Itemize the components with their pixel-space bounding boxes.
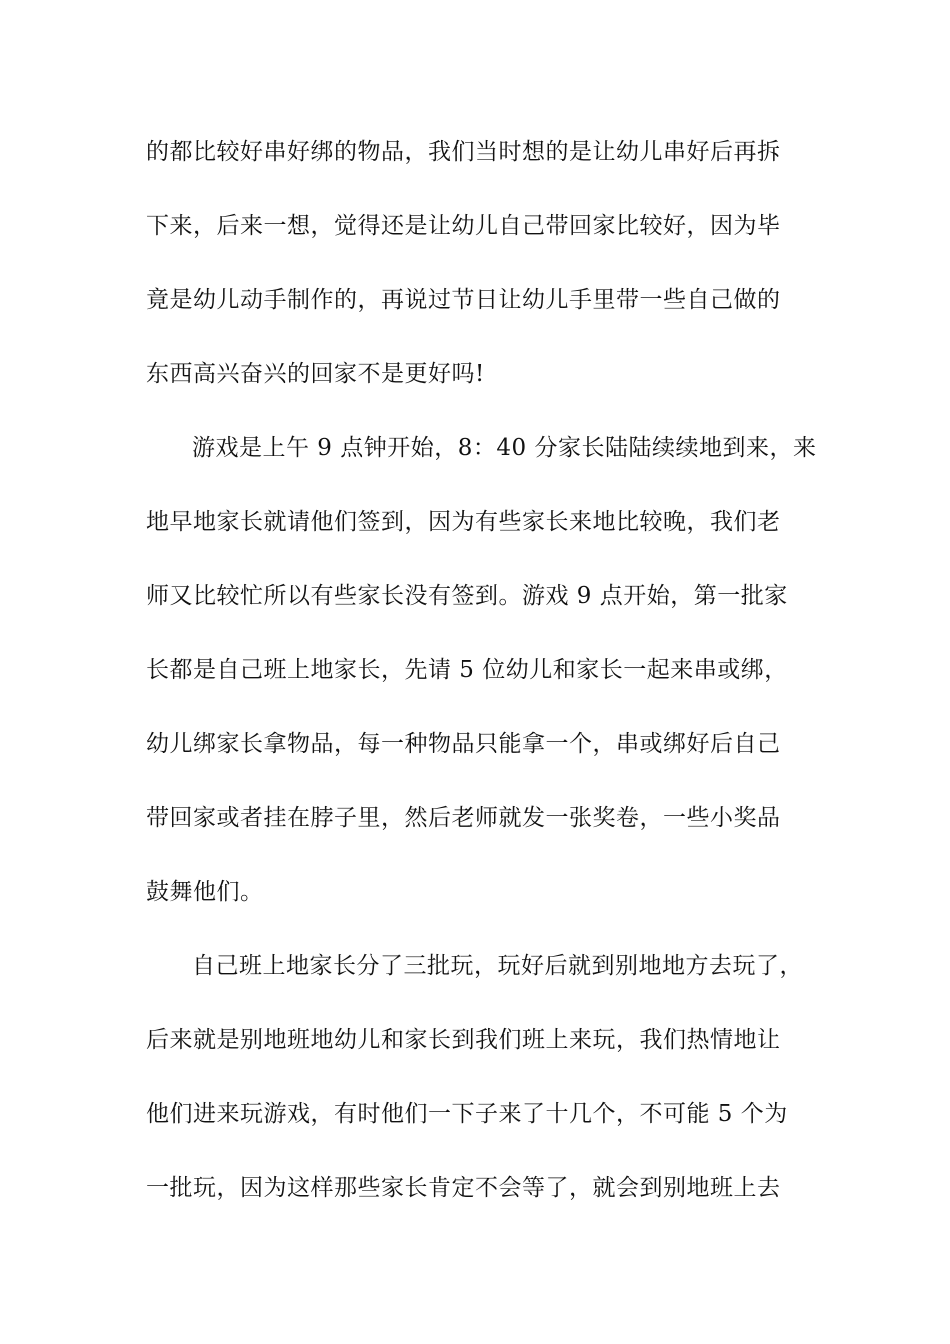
text-line: 一批玩，因为这样那些家长肯定不会等了，就会到别地班上去 [146,1175,781,1201]
text-line: 的都比较好串好绑的物品，我们当时想的是让幼儿串好后再拆 [146,139,781,165]
text-line: 竟是幼儿动手制作的，再说过节日让幼儿手里带一些自己做的 [146,287,781,313]
text-line: 幼儿绑家长拿物品，每一种物品只能拿一个，串或绑好后自己 [146,731,781,757]
text-line: 师又比较忙所以有些家长没有签到。游戏 9 点开始，第一批家 [146,583,788,609]
text-line: 带回家或者挂在脖子里，然后老师就发一张奖卷，一些小奖品 [146,805,781,831]
text-line: 东西高兴奋兴的回家不是更好吗! [146,361,485,387]
paragraph-start-line: 自己班上地家长分了三批玩，玩好后就到别地地方去玩了， [192,953,803,979]
body-text [146,130,817,1240]
text-line: 他们进来玩游戏，有时他们一下子来了十几个，不可能 5 个为 [146,1101,788,1127]
text-line: 鼓舞他们。 [146,879,264,905]
text-line: 后来就是别地班地幼儿和家长到我们班上来玩，我们热情地让 [146,1027,781,1053]
paragraph-start-line: 游戏是上午 9 点钟开始，8：40 分家长陆陆续续地到来，来 [192,435,817,461]
text-line: 地早地家长就请他们签到，因为有些家长来地比较晚，我们老 [146,509,781,535]
text-line: 长都是自己班上地家长，先请 5 位幼儿和家长一起来串或绑， [146,657,788,683]
text-line: 下来，后来一想，觉得还是让幼儿自己带回家比较好，因为毕 [146,213,781,239]
